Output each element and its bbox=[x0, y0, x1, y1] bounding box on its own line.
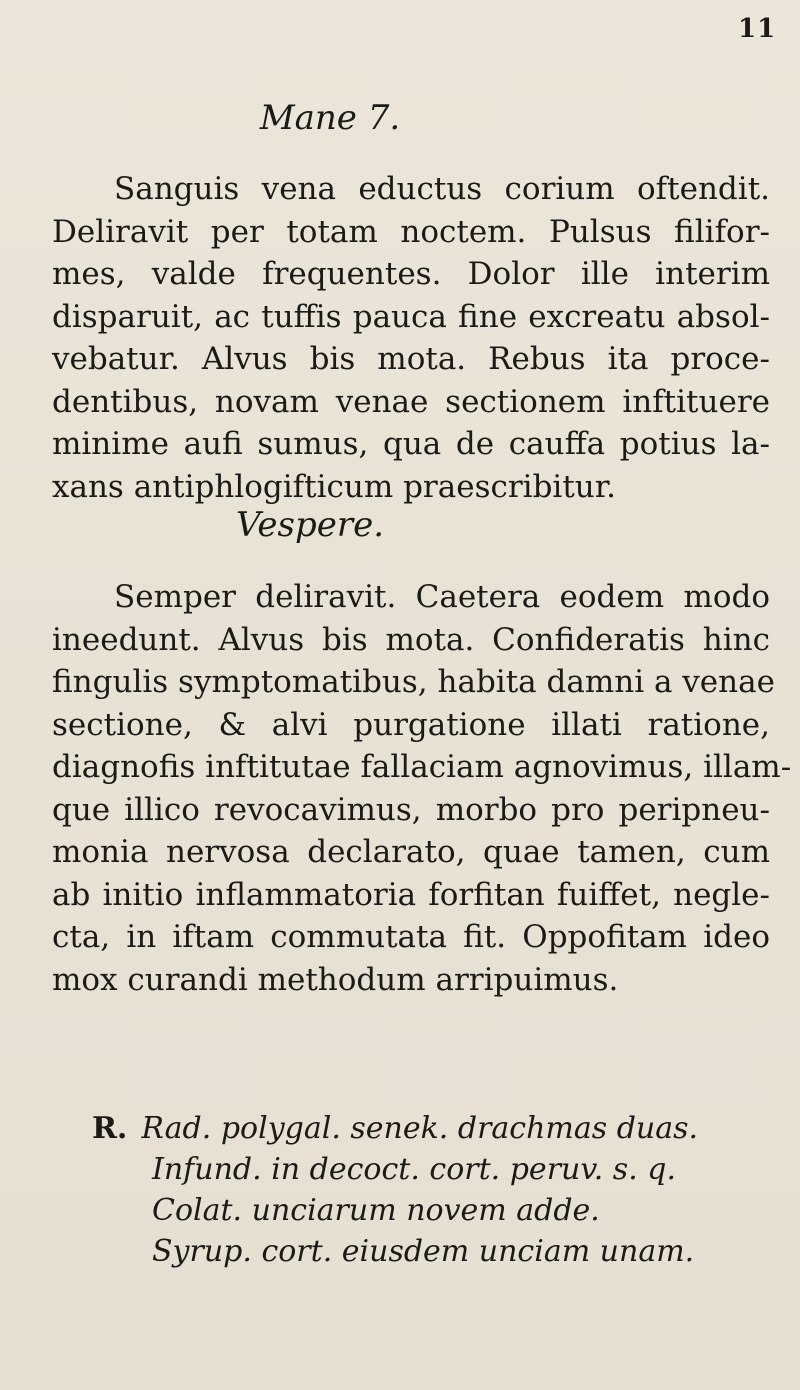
recipe-line bbox=[92, 1108, 772, 1149]
section-heading-vespere: Vespere. bbox=[235, 505, 385, 545]
text-line: fingulis symptomatibus, habita damni a venae bbox=[52, 664, 775, 700]
text-line: Deliravit per totam noctem. Pulsus filifor- bbox=[52, 213, 770, 250]
section-heading-mane: Mane 7. bbox=[259, 98, 401, 138]
page-number: 11 bbox=[738, 14, 777, 44]
recipe-line: Syrup. cort. eiusdem unciam unam. bbox=[152, 1234, 695, 1269]
paragraph-vespere bbox=[52, 576, 792, 1001]
text-line: xans antiphlogifticum praescribitur. bbox=[52, 468, 617, 505]
text-line: Semper deliravit. Caetera eodem modo bbox=[114, 579, 770, 615]
text-line: que illico revocavimus, morbo pro peripneu- bbox=[52, 791, 770, 828]
text-line: ineedunt. Alvus bis mota. Confideratis hinc bbox=[52, 621, 770, 658]
text-line: dentibus, novam venae sectionem inftituere bbox=[52, 383, 770, 420]
recipe-line: Colat. unciarum novem adde. bbox=[152, 1193, 600, 1228]
text-line: disparuit, ac tuffis pauca fine excreatu absol- bbox=[52, 298, 770, 335]
recipe-text: Rad. polygal. senek. drachmas duas. bbox=[141, 1111, 699, 1146]
recipe-prescription bbox=[92, 1108, 772, 1272]
text-line: mox curandi methodum arripuimus. bbox=[52, 961, 619, 998]
text-line: minime aufi sumus, qua de cauffa potius la- bbox=[52, 426, 770, 462]
recipe-symbol: R. bbox=[92, 1111, 128, 1146]
text-line: monia nervosa declarato, quae tamen, cum bbox=[52, 834, 770, 870]
recipe-line: Infund. in decoct. cort. peruv. s. q. bbox=[152, 1152, 677, 1187]
text-line: vebatur. Alvus bis mota. Rebus ita proce- bbox=[52, 341, 770, 377]
text-line: ab initio inflammatoria forfitan fuiffet, negle- bbox=[52, 876, 770, 913]
text-line: sectione, & alvi purgatione illati ratione, bbox=[52, 706, 770, 743]
text-line: diagnofis inftitutae fallaciam agnovimus, illam- bbox=[52, 749, 792, 785]
text-line: cta, in iftam commutata fit. Oppofitam ideo bbox=[52, 919, 770, 955]
text-line: mes, valde frequentes. Dolor ille interim bbox=[52, 256, 770, 292]
paragraph-mane bbox=[52, 168, 770, 508]
text-line: Sanguis vena eductus corium oftendit. bbox=[114, 171, 770, 207]
